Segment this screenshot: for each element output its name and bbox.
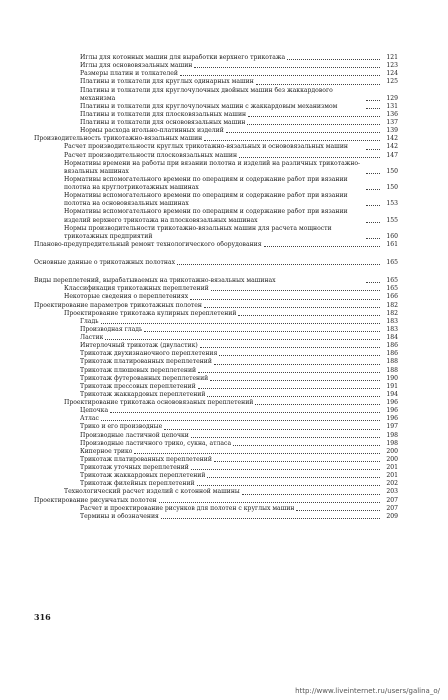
toc-entry[interactable] [34, 87, 398, 103]
toc-entry-title: Трикотаж жаккардовых переплетений [80, 472, 206, 480]
toc-entry-page: 165 [386, 259, 398, 266]
toc-entry-page: 196 [386, 399, 398, 406]
toc-entry-page: 186 [386, 342, 398, 350]
toc-entry[interactable] [34, 318, 398, 326]
toc-entry[interactable] [34, 293, 398, 301]
dot-leader [207, 395, 380, 397]
toc-entry[interactable] [34, 342, 398, 350]
dot-leader [248, 115, 380, 117]
toc-entry[interactable] [34, 70, 398, 78]
toc-entry[interactable] [34, 310, 398, 318]
toc-entry-page: 147 [386, 151, 398, 159]
toc-entry-page: 124 [386, 70, 398, 78]
toc-entry-page: 166 [386, 293, 398, 301]
toc-entry-title: Платины и толкатели для круглых одинарных машин [80, 78, 254, 86]
toc-entry-page: 184 [386, 334, 398, 341]
toc-entry-title: Нормативы вспомогательного времени по операциям и содержание работ при вязании изделий верхнего трикотажа на плосковязальных машинах [64, 208, 348, 224]
toc-entry-page: 198 [386, 431, 398, 439]
toc-entry-title: Нормативы вспомогательного времени по операциям и содержание работ при вязании полотна на основовязальных машинах [64, 192, 348, 208]
dot-leader [134, 452, 380, 454]
toc-entry[interactable] [34, 375, 398, 383]
toc-entry-page: 150 [386, 167, 398, 175]
dot-leader [204, 306, 380, 308]
toc-entry-page: 207 [386, 496, 398, 504]
dot-leader [101, 322, 380, 324]
dot-leader [214, 460, 380, 462]
toc-entry-title: Проектирование трикотажа кулирных переплетений [64, 309, 237, 317]
toc-entry-page: 139 [386, 127, 398, 135]
toc-entry-page: 197 [386, 423, 398, 431]
toc-entry-title: Планово-предупредительный ремонт технологического оборудования [34, 240, 262, 248]
toc-entry[interactable] [34, 241, 398, 249]
dot-leader [207, 476, 380, 478]
toc-entry-page: 201 [386, 472, 398, 480]
toc-entry[interactable] [34, 225, 398, 241]
toc-entry-title: Нормативы времени на работы при вязании полотна и изделий на различных трикотажно-вязальных машинах [64, 159, 361, 175]
toc-entry-page: 207 [386, 504, 398, 512]
toc-entry-page: 142 [386, 143, 398, 151]
section-gap [34, 249, 398, 259]
dot-leader [177, 263, 380, 265]
toc-entry-title: Трикотаж жаккардовых переплетений [80, 390, 206, 398]
toc-entry-title: Нормативы вспомогательного времени по операциям и содержание работ при вязании полотна на круглотрикотажных машинах [64, 175, 348, 191]
dot-leader [366, 237, 380, 239]
dot-leader [110, 411, 380, 413]
dot-leader [366, 221, 380, 223]
toc-entry-title: Трикотаж плюшевых переплетений [80, 366, 197, 374]
dot-leader [144, 330, 380, 332]
dot-leader [180, 74, 380, 76]
dot-leader [161, 517, 380, 519]
toc-entry-title: Цепочка [80, 407, 109, 415]
toc-entry[interactable] [34, 472, 398, 480]
dot-leader [204, 139, 380, 141]
toc-entry[interactable] [34, 383, 398, 391]
toc-entry[interactable] [34, 208, 398, 224]
toc-entry[interactable] [34, 350, 398, 358]
toc-entry[interactable] [34, 513, 398, 521]
toc-entry-title: Расчет и проектирование рисунков для полотен с круглых машин [80, 504, 295, 512]
toc-entry-page: 191 [386, 382, 398, 390]
toc-entry-page: 202 [386, 480, 398, 488]
dot-leader [238, 314, 380, 316]
toc-entry-page: 182 [386, 309, 398, 317]
toc-entry-title: Проектирование рисунчатых полотен [34, 496, 157, 504]
toc-entry[interactable] [34, 334, 398, 342]
dot-leader [366, 204, 380, 206]
page-number: 316 [34, 612, 51, 622]
dot-leader [239, 156, 380, 158]
toc-entry-page: 201 [386, 464, 398, 471]
toc-entry-page: 125 [386, 78, 398, 86]
dot-leader [219, 354, 380, 356]
toc-entry-title: Технологический расчет изделий с котонной машины [64, 488, 240, 496]
dot-leader [226, 131, 380, 133]
toc-entry-title: Трикотаж платированных переплетений [80, 358, 212, 366]
toc-entry[interactable] [34, 103, 398, 111]
toc-entry-title: Платины и толкатели для круглочулочных машин с жаккардовым механизмом [80, 102, 338, 110]
toc-entry[interactable] [34, 192, 398, 208]
toc-entry-page: 182 [386, 301, 398, 309]
toc-entry-page: 200 [386, 447, 398, 455]
toc-entry-title: Иглы для основовязальных машин [80, 62, 193, 70]
toc-entry-title: Трикотаж уточных переплетений [80, 464, 189, 471]
toc-entry[interactable] [34, 54, 398, 62]
toc-entry-title: Производные ластичного трико, сукна, атласа [80, 439, 232, 447]
toc-entry[interactable] [34, 152, 398, 160]
toc-entry[interactable] [34, 302, 398, 310]
toc-entry[interactable] [34, 399, 398, 407]
toc-entry-page: 153 [386, 200, 398, 208]
toc-entry-title: Трикотаж прессовых переплетений [80, 382, 196, 390]
toc-entry[interactable] [34, 160, 398, 176]
toc-entry-page: 137 [386, 119, 398, 126]
toc-entry-title: Трикотаж футерованных переплетений [80, 374, 209, 382]
toc-entry-title: Некоторые сведения о переплетениях [64, 293, 189, 301]
toc-entry-title: Проектирование трикотажа основовязаных переплетений [64, 399, 254, 406]
dot-leader [164, 428, 380, 430]
toc-entry[interactable] [34, 62, 398, 70]
toc-entry[interactable] [34, 448, 398, 456]
toc-entry[interactable] [34, 127, 398, 135]
toc-entry-title: Киперное трико [80, 447, 133, 455]
toc-entry[interactable] [34, 415, 398, 423]
toc-entry-page: 196 [386, 407, 398, 415]
toc-entry-title: Основные данные о трикотажных полотнах [34, 259, 176, 266]
toc-entry-title: Платины и толкатели для круглочулочных двойных машин без жаккардового механизма [80, 86, 333, 102]
dot-leader [197, 484, 380, 486]
toc-entry-page: 188 [386, 358, 398, 366]
toc-entry-page: 194 [386, 390, 398, 398]
toc-entry-title: Производные ластичной цепочки [80, 431, 189, 439]
dot-leader [190, 298, 380, 300]
toc-entry-title: Термины и обозначения [80, 512, 159, 520]
dot-leader [366, 188, 380, 190]
toc-entry[interactable] [34, 432, 398, 440]
toc-entry-page: 155 [386, 216, 398, 224]
toc-entry-title: Ластик [80, 334, 104, 341]
toc-entry-title: Платины и толкатели для плосковязальных машин [80, 110, 247, 118]
toc-entry[interactable] [34, 135, 398, 143]
toc-entry-title: Производительность трикотажно-вязальных машин [34, 135, 203, 143]
toc-entry-title: Расчет производительности плосковязальных машин [64, 151, 238, 159]
toc-entry[interactable] [34, 497, 398, 505]
table-of-contents [34, 54, 398, 521]
toc-entry-page: 165 [386, 277, 398, 285]
dot-leader [287, 58, 380, 60]
toc-entry-title: Нормы расхода игольно-платинных изделий [80, 127, 224, 135]
toc-entry-page: 123 [386, 62, 398, 70]
toc-entry-title: Гладь [80, 317, 99, 325]
dot-leader [198, 387, 380, 389]
toc-entry-page: 136 [386, 110, 398, 118]
toc-entry-page: 150 [386, 184, 398, 191]
toc-entry-page: 131 [386, 102, 398, 110]
dot-leader [214, 363, 380, 365]
toc-entry[interactable] [34, 488, 398, 496]
toc-entry-page: 165 [386, 285, 398, 293]
toc-entry-title: Проектирование параметров трикотажных полотен [34, 301, 202, 309]
dot-leader [242, 493, 380, 495]
dot-leader [366, 99, 380, 101]
toc-entry-title: Размеры платин и толкателей [80, 70, 178, 78]
toc-entry[interactable] [34, 143, 398, 151]
toc-entry-title: Производная гладь [80, 325, 143, 333]
toc-entry[interactable] [34, 285, 398, 293]
toc-entry[interactable] [34, 367, 398, 375]
toc-entry-title: Нормы производительности трикотажно-вязальных машин для расчета мощности трикотажных предприятий [64, 224, 332, 240]
source-url-watermark: http://www.liveinternet.ru/users/galina_o/ [295, 687, 440, 695]
toc-entry[interactable] [34, 358, 398, 366]
toc-entry-title: Расчет производительности круглых трикотажно-вязальных и основовязальных машин [64, 143, 348, 151]
toc-entry[interactable] [34, 111, 398, 119]
toc-entry-title: Трико и его производные [80, 423, 163, 431]
toc-entry-title: Трикотаж двухизнаночного переплетения [80, 350, 218, 358]
toc-entry-page: 129 [386, 94, 398, 102]
toc-entry-title: Иглы для котонных машин для выработки верхнего трикотажа [80, 54, 286, 61]
toc-entry[interactable] [34, 259, 398, 267]
dot-leader [198, 371, 380, 373]
toc-entry-page: 198 [386, 439, 398, 447]
toc-entry-page: 160 [386, 232, 398, 240]
dot-leader [159, 501, 380, 503]
section-gap [34, 267, 398, 277]
toc-entry[interactable] [34, 326, 398, 334]
dot-leader [105, 338, 380, 340]
dot-leader [264, 245, 380, 247]
dot-leader [247, 123, 380, 125]
dot-leader [233, 444, 380, 446]
dot-leader [210, 379, 380, 381]
toc-entry-page: 190 [386, 374, 398, 382]
toc-entry[interactable] [34, 407, 398, 415]
toc-entry[interactable] [34, 480, 398, 488]
toc-entry-page: 196 [386, 415, 398, 423]
toc-entry[interactable] [34, 440, 398, 448]
dot-leader [191, 468, 380, 470]
toc-entry[interactable] [34, 119, 398, 127]
toc-entry-title: Классификация трикотажных переплетений [64, 285, 209, 293]
toc-entry-title: Атлас [80, 415, 99, 423]
dot-leader [366, 281, 380, 283]
toc-entry-page: 183 [386, 317, 398, 325]
toc-entry[interactable] [34, 391, 398, 399]
toc-entry-title: Трикотаж филейных переплетений [80, 480, 195, 488]
toc-entry-page: 186 [386, 350, 398, 358]
toc-entry-page: 121 [386, 54, 398, 61]
toc-entry[interactable] [34, 78, 398, 86]
dot-leader [191, 436, 380, 438]
dot-leader [101, 419, 380, 421]
toc-entry[interactable] [34, 423, 398, 431]
dot-leader [211, 289, 380, 291]
toc-entry-page: 183 [386, 325, 398, 333]
toc-entry[interactable] [34, 456, 398, 464]
toc-entry[interactable] [34, 505, 398, 513]
toc-entry-page: 142 [386, 135, 398, 143]
dot-leader [194, 66, 380, 68]
toc-entry-title: Интерлочный трикотаж (двуластик) [80, 342, 198, 350]
dot-leader [366, 107, 380, 109]
dot-leader [200, 346, 380, 348]
toc-entry-page: 188 [386, 366, 398, 374]
toc-entry[interactable] [34, 176, 398, 192]
toc-entry-page: 161 [386, 240, 398, 248]
dot-leader [256, 83, 380, 85]
toc-entry-page: 203 [386, 488, 398, 496]
toc-entry-page: 209 [386, 512, 398, 520]
toc-entry[interactable] [34, 464, 398, 472]
toc-entry-title: Платины и толкатели для основовязальных машин [80, 119, 246, 126]
toc-entry-page: 200 [386, 455, 398, 463]
toc-entry-title: Виды переплетений, вырабатываемых на трикотажно-вязальных машинах [34, 277, 276, 285]
dot-leader [366, 172, 380, 174]
dot-leader [366, 148, 380, 150]
dot-leader [296, 509, 380, 511]
toc-entry-title: Трикотаж платированных переплетений [80, 455, 212, 463]
toc-entry[interactable] [34, 277, 398, 285]
dot-leader [255, 403, 380, 405]
